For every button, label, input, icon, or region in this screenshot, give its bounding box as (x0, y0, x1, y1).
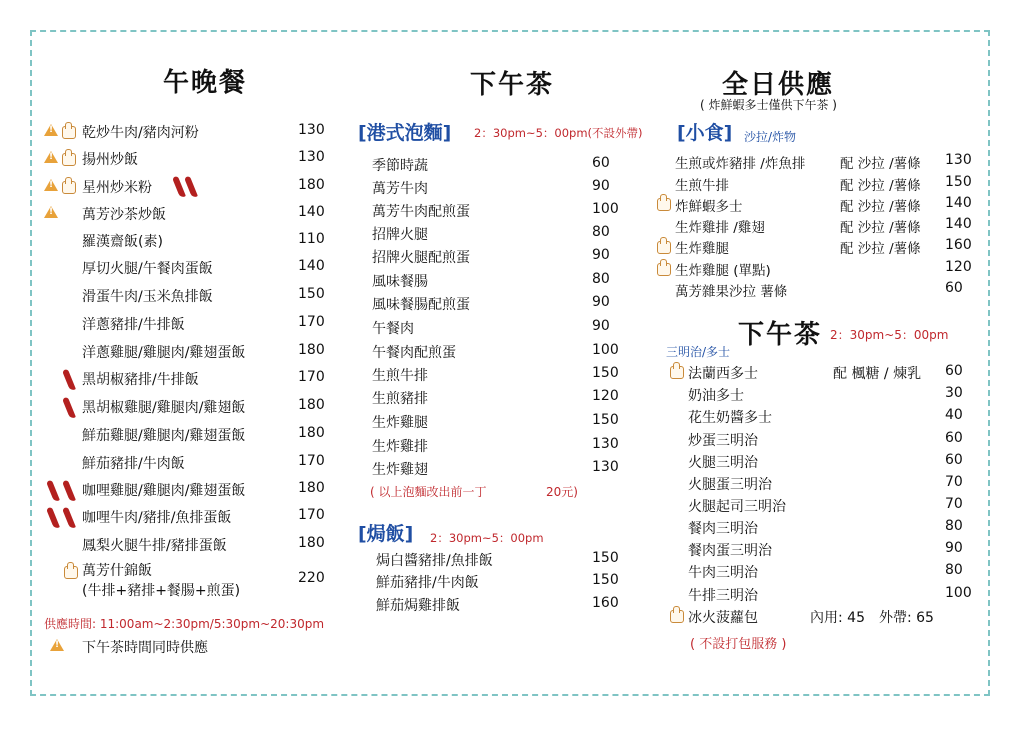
menu-item: 生炸雞腿 (372, 415, 428, 431)
menu-item: 生煎牛排 (675, 178, 729, 194)
menu-item: 鮮茄豬排/牛肉飯 (82, 456, 185, 472)
menu-price: 90 (945, 540, 963, 556)
menu-price: 80 (945, 562, 963, 578)
menu-side: 配 沙拉 /薯條 (840, 156, 921, 172)
menu-item: 鮮茄雞腿/雞腿肉/雞翅蛋飯 (82, 428, 246, 444)
menu-item: 萬芳牛肉配煎蛋 (372, 204, 470, 220)
menu-price: 140 (298, 204, 325, 220)
menu-item: 炒蛋三明治 (688, 433, 758, 449)
thumbs-up-icon (62, 181, 76, 194)
menu-price: 180 (298, 342, 325, 358)
menu-item: 餐肉蛋三明治 (688, 543, 772, 559)
menu-item: 火腿起司三明治 (688, 499, 786, 515)
menu-item: 羅漢齋飯(素) (82, 234, 163, 250)
thumbs-up-icon (62, 126, 76, 139)
no-takeaway-note: ( 不設打包服務 ) (690, 637, 787, 652)
menu-price: 100 (592, 201, 619, 217)
menu-side: 配 沙拉 /薯條 (840, 241, 921, 257)
thumbs-up-icon (670, 610, 684, 623)
menu-price: 110 (298, 231, 325, 247)
menu-price: 100 (945, 585, 972, 601)
menu-price: 130 (298, 149, 325, 165)
noodle-upgrade-price: 20元) (546, 485, 578, 499)
menu-item: 揚州炒飯 (82, 152, 138, 168)
menu-price: 140 (298, 258, 325, 274)
menu-item: 花生奶醬多士 (688, 410, 772, 426)
menu-item: 黑胡椒雞腿/雞腿肉/雞翅飯 (82, 400, 246, 416)
menu-price: 60 (945, 280, 963, 296)
menu-price: 60 (945, 363, 963, 379)
baked-rice-time: 2：30pm~5：00pm (430, 531, 544, 545)
menu-price: 70 (945, 474, 963, 490)
menu-item: 火腿蛋三明治 (688, 477, 772, 493)
sandwich-toast-sub: 三明治/多士 (666, 345, 731, 359)
menu-item: 生炸雞翅 (372, 462, 428, 478)
menu-item: 生炸雞腿 (單點) (675, 263, 771, 279)
menu-price: 150 (592, 550, 619, 566)
menu-price: 120 (945, 259, 972, 275)
menu-price: 180 (298, 425, 325, 441)
menu-item: 洋蔥雞腿/雞腿肉/雞翅蛋飯 (82, 345, 246, 361)
menu-price: 170 (298, 314, 325, 330)
menu-price: 130 (298, 122, 325, 138)
menu-item: 牛肉三明治 (688, 565, 758, 581)
menu-item: 黑胡椒豬排/牛排飯 (82, 372, 199, 388)
menu-price: 60 (592, 155, 610, 171)
menu-item: 生炸雞腿 (675, 241, 729, 257)
afternoon-tea-title: 下午茶 (470, 70, 555, 100)
snack-section-sub: 沙拉/炸物 (744, 130, 797, 144)
afternoon-tea-time: 2：30pm~5：00pm (830, 328, 949, 342)
menu-item: 鮮茄焗雞排飯 (376, 598, 460, 614)
combo-item-detail: (牛排+豬排+餐腸+煎蛋) (82, 583, 241, 599)
thumbs-up-icon (657, 241, 671, 254)
menu-side: 配 楓糖 / 煉乳 (833, 366, 922, 382)
warning-icon (44, 124, 58, 136)
baked-rice-header: [焗飯] (358, 523, 414, 545)
menu-item: 餐肉三明治 (688, 521, 758, 537)
thumbs-up-icon (670, 366, 684, 379)
menu-item: 鳳梨火腿牛排/豬排蛋飯 (82, 538, 227, 554)
menu-price: 150 (945, 174, 972, 190)
menu-item: 洋蔥豬排/牛排飯 (82, 317, 185, 333)
all-day-note: ( 炸鮮蝦多士僅供下午茶 ) (700, 98, 837, 112)
service-hours: 供應時間: 11:00am~2:30pm/5:30pm~20:30pm (44, 617, 325, 631)
bolo-bun-item: 冰火菠蘿包 (688, 610, 758, 626)
menu-item: 生炸雞排 /雞翅 (675, 220, 765, 236)
menu-price: 170 (298, 507, 325, 523)
menu-price: 90 (592, 294, 610, 310)
menu-price: 100 (592, 342, 619, 358)
menu-price: 160 (592, 595, 619, 611)
menu-item: 厚切火腿/午餐肉蛋飯 (82, 261, 213, 277)
menu-item: 招牌火腿 (372, 227, 428, 243)
tea-time-note: 下午茶時間同時供應 (82, 640, 208, 656)
menu-item: 焗白醬豬排/魚排飯 (376, 553, 493, 569)
combo-item-name: 萬芳什錦飯 (82, 563, 152, 579)
menu-price: 140 (945, 195, 972, 211)
menu-price: 120 (592, 388, 619, 404)
menu-item: 鮮茄豬排/牛肉飯 (376, 575, 479, 591)
menu-side: 配 沙拉 /薯條 (840, 178, 921, 194)
menu-price: 170 (298, 369, 325, 385)
thumbs-up-icon (64, 566, 78, 579)
menu-price: 180 (298, 397, 325, 413)
menu-item: 乾炒牛肉/豬肉河粉 (82, 125, 199, 141)
menu-item: 牛排三明治 (688, 588, 758, 604)
menu-item: 生煎牛排 (372, 368, 428, 384)
thumbs-up-icon (62, 153, 76, 166)
all-day-title: 全日供應 (722, 70, 835, 100)
menu-item: 炸鮮蝦多士 (675, 199, 743, 215)
lunch-dinner-title: 午晚餐 (163, 68, 248, 98)
menu-price: 140 (945, 216, 972, 232)
menu-price: 30 (945, 385, 963, 401)
menu-item: 午餐肉 (372, 321, 414, 337)
menu-side: 配 沙拉 /薯條 (840, 199, 921, 215)
bolo-bun-prices: 內用: 45 外帶: 65 (810, 610, 934, 626)
thumbs-up-icon (657, 198, 671, 211)
afternoon-tea-subtitle: 下午茶 (738, 320, 823, 350)
menu-price: 180 (298, 480, 325, 496)
menu-item: 法蘭西多士 (688, 366, 758, 382)
menu-price: 130 (592, 459, 619, 475)
menu-price: 180 (298, 177, 325, 193)
menu-item: 咖哩牛肉/豬排/魚排蛋飯 (82, 510, 232, 526)
menu-price: 80 (592, 224, 610, 240)
warning-icon (50, 639, 64, 651)
menu-item: 萬芳沙茶炒飯 (82, 207, 166, 223)
menu-price: 90 (592, 178, 610, 194)
noodle-section-header: [港式泡麵] (358, 122, 452, 144)
menu-item: 季節時蔬 (372, 158, 428, 174)
menu-item: 風味餐腸 (372, 274, 428, 290)
menu-price: 150 (592, 365, 619, 381)
menu-price: 160 (945, 237, 972, 253)
menu-item: 午餐肉配煎蛋 (372, 345, 456, 361)
menu-price: 90 (592, 318, 610, 334)
combo-price: 220 (298, 570, 325, 586)
warning-icon (44, 179, 58, 191)
menu-price: 170 (298, 453, 325, 469)
thumbs-up-icon (657, 263, 671, 276)
menu-item: 星州炒米粉 (82, 180, 152, 196)
menu-price: 150 (298, 286, 325, 302)
warning-icon (44, 206, 58, 218)
menu-price: 180 (298, 535, 325, 551)
menu-price: 150 (592, 572, 619, 588)
menu-price: 150 (592, 412, 619, 428)
menu-price: 70 (945, 496, 963, 512)
menu-item: 咖哩雞腿/雞腿肉/雞翅蛋飯 (82, 483, 246, 499)
snack-section-header: [小食] (677, 122, 733, 144)
menu-price: 130 (945, 152, 972, 168)
menu-price: 80 (592, 271, 610, 287)
menu-item: 生煎豬排 (372, 391, 428, 407)
menu-price: 40 (945, 407, 963, 423)
menu-item: 生煎或炸豬排 /炸魚排 (675, 156, 806, 172)
menu-item: 滑蛋牛肉/玉米魚排飯 (82, 289, 213, 305)
menu-price: 60 (945, 430, 963, 446)
menu-price: 130 (592, 436, 619, 452)
menu-item: 招牌火腿配煎蛋 (372, 250, 470, 266)
menu-price: 90 (592, 247, 610, 263)
menu-price: 80 (945, 518, 963, 534)
menu-item: 火腿三明治 (688, 455, 758, 471)
noodle-upgrade-note: ( 以上泡麵改出前一丁 (370, 485, 487, 499)
noodle-section-time: 2：30pm~5：00pm(不設外帶) (474, 126, 643, 140)
menu-item: 萬芳雜果沙拉 薯條 (675, 284, 788, 300)
menu-item: 萬芳牛肉 (372, 181, 428, 197)
menu-price: 60 (945, 452, 963, 468)
menu-item: 生炸雞排 (372, 439, 428, 455)
menu-item: 風味餐腸配煎蛋 (372, 297, 470, 313)
warning-icon (44, 151, 58, 163)
menu-side: 配 沙拉 /薯條 (840, 220, 921, 236)
menu-item: 奶油多士 (688, 388, 744, 404)
